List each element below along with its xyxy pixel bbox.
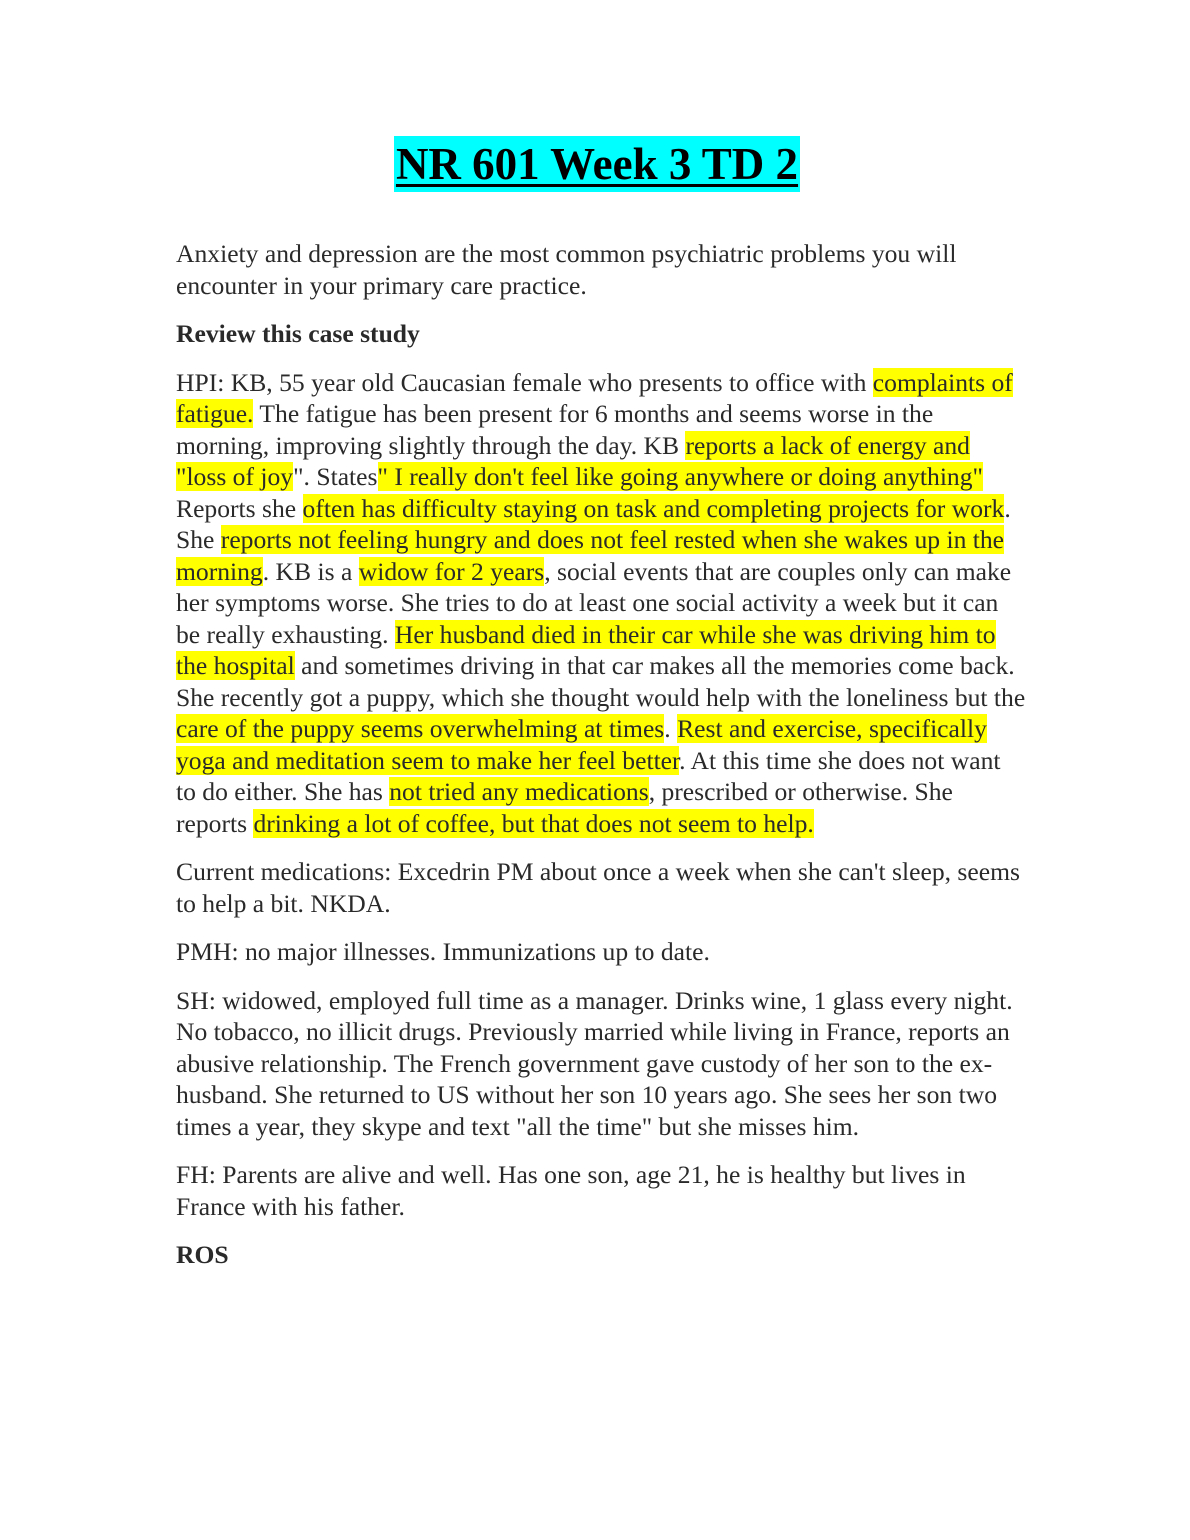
hpi-text: . At this time she does not want to do either. She has (176, 745, 1001, 806)
hpi-text: The fatigue has been present for 6 months and seems worse in the morning, improving slightly through the day. KB (176, 399, 934, 460)
hpi-text: , prescribed or otherwise. She reports (176, 777, 953, 838)
hpi-text: . KB is a (262, 556, 359, 586)
hpi-highlight: care of the puppy seems overwhelming at times (176, 714, 665, 743)
hpi-highlight: drinking a lot of coffee, but that does not seem to help. (253, 808, 814, 838)
document-title: NR 601 Week 3 TD 2 (394, 136, 800, 192)
current-medications-paragraph: Current medications: Excedrin PM about once a week when she can't sleep, seems to help a bit. NKDA. (176, 857, 1020, 918)
document-page (176, 136, 1026, 1288)
ros-heading: ROS (176, 1240, 229, 1269)
hpi-highlight: widow for 2 years (358, 556, 545, 586)
hpi-text: . (664, 714, 678, 743)
hpi-highlight: reports a lack of energy and "loss of joy (176, 430, 970, 491)
hpi-highlight: not tried any medications (389, 777, 649, 806)
hpi-highlight: complaints of fatigue. (176, 367, 1013, 428)
hpi-highlight: " I really don't feel like going anywhere or doing anything" (377, 462, 983, 491)
hpi-highlight: often has difficulty staying on task and completing projects for work (302, 493, 1005, 523)
sh-paragraph: SH: widowed, employed full time as a manager. Drinks wine, 1 glass every night. No tobacco, no illicit drugs. Previously married while living in France, reports an abusive relationship. The French government gave custody of her son to the ex-husband. She returned to US without her son 10 years ago. She sees her son two times a year, they skype and text "all the time" but she misses him. (176, 985, 1013, 1141)
hpi-text: ". States (293, 462, 378, 491)
title-container (176, 136, 1026, 192)
hpi-text: Reports she (176, 493, 303, 523)
intro-paragraph: Anxiety and depression are the most common psychiatric problems you will encounter in your primary care practice. (176, 239, 957, 300)
hpi-highlight: Her husband died in their car while she was driving him to the hospital (176, 619, 996, 680)
hpi-text: and sometimes driving in that car makes all the memories come back. She recently got a puppy, which she thought would help with the loneliness but the (176, 651, 1026, 712)
fh-paragraph: FH: Parents are alive and well. Has one son, age 21, he is healthy but lives in France with his father. (176, 1160, 966, 1221)
hpi-text: , social events that are couples only can make her symptoms worse. She tries to do at least one social activity a week but it can be really exhausting. (176, 556, 1012, 649)
review-heading: Review this case study (176, 319, 420, 348)
hpi-text: . She (176, 493, 1011, 554)
pmh-paragraph: PMH: no major illnesses. Immunizations up to date. (176, 937, 710, 966)
hpi-highlight: Rest and exercise, specifically yoga and meditation seem to make her feel better (176, 714, 987, 775)
hpi-highlight: reports not feeling hungry and does not feel rested when she wakes up in the morning (176, 525, 1005, 586)
hpi-paragraph (176, 367, 1026, 840)
hpi-text: HPI: KB, 55 year old Caucasian female who presents to office with (176, 367, 873, 397)
